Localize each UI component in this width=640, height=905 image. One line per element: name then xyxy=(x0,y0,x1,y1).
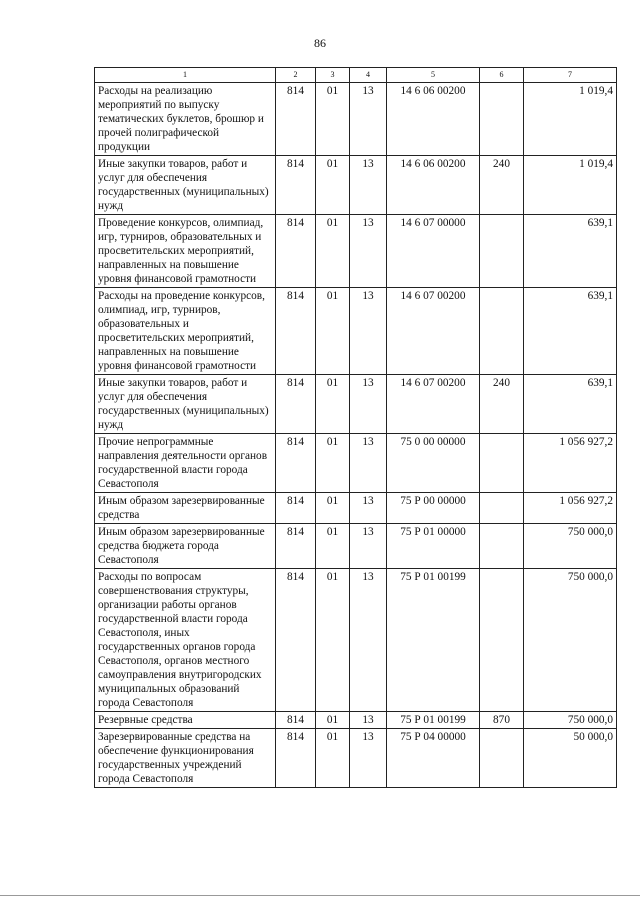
expense-type-cell xyxy=(480,569,524,712)
subsection-code-cell: 13 xyxy=(350,215,387,288)
target-article-cell: 75 Р 00 00000 xyxy=(387,493,480,524)
target-article-cell: 14 6 07 00000 xyxy=(387,215,480,288)
section-code-cell: 01 xyxy=(316,712,350,729)
expense-type-cell xyxy=(480,83,524,156)
target-article-cell: 75 Р 04 00000 xyxy=(387,729,480,788)
amount-cell: 750 000,0 xyxy=(524,712,617,729)
expense-name-cell: Расходы на проведение конкурсов, олимпиад, игр, турниров, образовательных и просветительских мероприятий, направленных на повышение уровня финансовой грамотности xyxy=(95,288,276,375)
expense-type-cell xyxy=(480,215,524,288)
subsection-code-cell: 13 xyxy=(350,434,387,493)
subsection-code-cell: 13 xyxy=(350,729,387,788)
amount-cell: 750 000,0 xyxy=(524,524,617,569)
section-code-cell: 01 xyxy=(316,83,350,156)
section-code-cell: 01 xyxy=(316,524,350,569)
expense-type-cell xyxy=(480,524,524,569)
table-row xyxy=(95,288,617,375)
expense-type-cell: 240 xyxy=(480,156,524,215)
department-code-cell: 814 xyxy=(276,215,316,288)
subsection-code-cell: 13 xyxy=(350,83,387,156)
section-code-cell: 01 xyxy=(316,156,350,215)
subsection-code-cell: 13 xyxy=(350,288,387,375)
table-row xyxy=(95,375,617,434)
subsection-code-cell: 13 xyxy=(350,493,387,524)
header-cell: 2 xyxy=(276,68,316,83)
expense-name-cell: Резервные средства xyxy=(95,712,276,729)
table-row xyxy=(95,156,617,215)
target-article-cell: 75 Р 01 00199 xyxy=(387,569,480,712)
expense-name-cell: Иные закупки товаров, работ и услуг для обеспечения государственных (муниципальных) нужд xyxy=(95,375,276,434)
target-article-cell: 14 6 06 00200 xyxy=(387,156,480,215)
department-code-cell: 814 xyxy=(276,712,316,729)
target-article-cell: 75 Р 01 00199 xyxy=(387,712,480,729)
section-code-cell: 01 xyxy=(316,288,350,375)
department-code-cell: 814 xyxy=(276,493,316,524)
subsection-code-cell: 13 xyxy=(350,712,387,729)
header-cell: 6 xyxy=(480,68,524,83)
table-row xyxy=(95,434,617,493)
subsection-code-cell: 13 xyxy=(350,569,387,712)
section-code-cell: 01 xyxy=(316,375,350,434)
amount-cell: 639,1 xyxy=(524,215,617,288)
expense-name-cell: Расходы на реализацию мероприятий по выпуску тематических буклетов, брошюр и прочей полиграфической продукции xyxy=(95,83,276,156)
expense-name-cell: Иным образом зарезервированные средства xyxy=(95,493,276,524)
expense-type-cell xyxy=(480,288,524,375)
table-body xyxy=(95,68,617,788)
header-cell: 3 xyxy=(316,68,350,83)
header-cell: 7 xyxy=(524,68,617,83)
amount-cell: 1 056 927,2 xyxy=(524,434,617,493)
table-row xyxy=(95,569,617,712)
department-code-cell: 814 xyxy=(276,83,316,156)
department-code-cell: 814 xyxy=(276,729,316,788)
department-code-cell: 814 xyxy=(276,434,316,493)
target-article-cell: 14 6 06 00200 xyxy=(387,83,480,156)
department-code-cell: 814 xyxy=(276,524,316,569)
expense-type-cell xyxy=(480,434,524,493)
expense-name-cell: Прочие непрограммные направления деятельности органов государственной власти города Севастополя xyxy=(95,434,276,493)
scan-edge-line xyxy=(0,895,640,896)
expense-type-cell xyxy=(480,729,524,788)
expense-type-cell: 240 xyxy=(480,375,524,434)
table-header-row xyxy=(95,68,617,83)
subsection-code-cell: 13 xyxy=(350,524,387,569)
department-code-cell: 814 xyxy=(276,569,316,712)
section-code-cell: 01 xyxy=(316,434,350,493)
target-article-cell: 75 0 00 00000 xyxy=(387,434,480,493)
department-code-cell: 814 xyxy=(276,156,316,215)
department-code-cell: 814 xyxy=(276,375,316,434)
table-row xyxy=(95,524,617,569)
header-cell: 5 xyxy=(387,68,480,83)
expense-type-cell xyxy=(480,493,524,524)
amount-cell: 1 056 927,2 xyxy=(524,493,617,524)
amount-cell: 50 000,0 xyxy=(524,729,617,788)
budget-table xyxy=(94,67,617,788)
amount-cell: 1 019,4 xyxy=(524,83,617,156)
expense-type-cell: 870 xyxy=(480,712,524,729)
target-article-cell: 75 Р 01 00000 xyxy=(387,524,480,569)
page-number: 86 xyxy=(314,36,326,50)
table-row xyxy=(95,712,617,729)
expense-name-cell: Зарезервированные средства на обеспечение функционирования государственных учреждений города Севастополя xyxy=(95,729,276,788)
expense-name-cell: Расходы по вопросам совершенствования структуры, организации работы органов государственной власти города Севастополя, иных государственных органов города Севастополя, органов местного самоуправления внутригородских муниципальных образований города Севастополя xyxy=(95,569,276,712)
subsection-code-cell: 13 xyxy=(350,156,387,215)
section-code-cell: 01 xyxy=(316,215,350,288)
section-code-cell: 01 xyxy=(316,729,350,788)
expense-name-cell: Иные закупки товаров, работ и услуг для обеспечения государственных (муниципальных) нужд xyxy=(95,156,276,215)
table-row xyxy=(95,729,617,788)
amount-cell: 639,1 xyxy=(524,288,617,375)
target-article-cell: 14 6 07 00200 xyxy=(387,375,480,434)
section-code-cell: 01 xyxy=(316,493,350,524)
target-article-cell: 14 6 07 00200 xyxy=(387,288,480,375)
department-code-cell: 814 xyxy=(276,288,316,375)
expense-name-cell: Проведение конкурсов, олимпиад, игр, турниров, образовательных и просветительских мероприятий, направленных на повышение уровня финансовой грамотности xyxy=(95,215,276,288)
section-code-cell: 01 xyxy=(316,569,350,712)
table-row xyxy=(95,215,617,288)
header-cell: 1 xyxy=(95,68,276,83)
table-row xyxy=(95,493,617,524)
subsection-code-cell: 13 xyxy=(350,375,387,434)
expense-name-cell: Иным образом зарезервированные средства бюджета города Севастополя xyxy=(95,524,276,569)
table-row xyxy=(95,83,617,156)
amount-cell: 750 000,0 xyxy=(524,569,617,712)
amount-cell: 1 019,4 xyxy=(524,156,617,215)
header-cell: 4 xyxy=(350,68,387,83)
amount-cell: 639,1 xyxy=(524,375,617,434)
